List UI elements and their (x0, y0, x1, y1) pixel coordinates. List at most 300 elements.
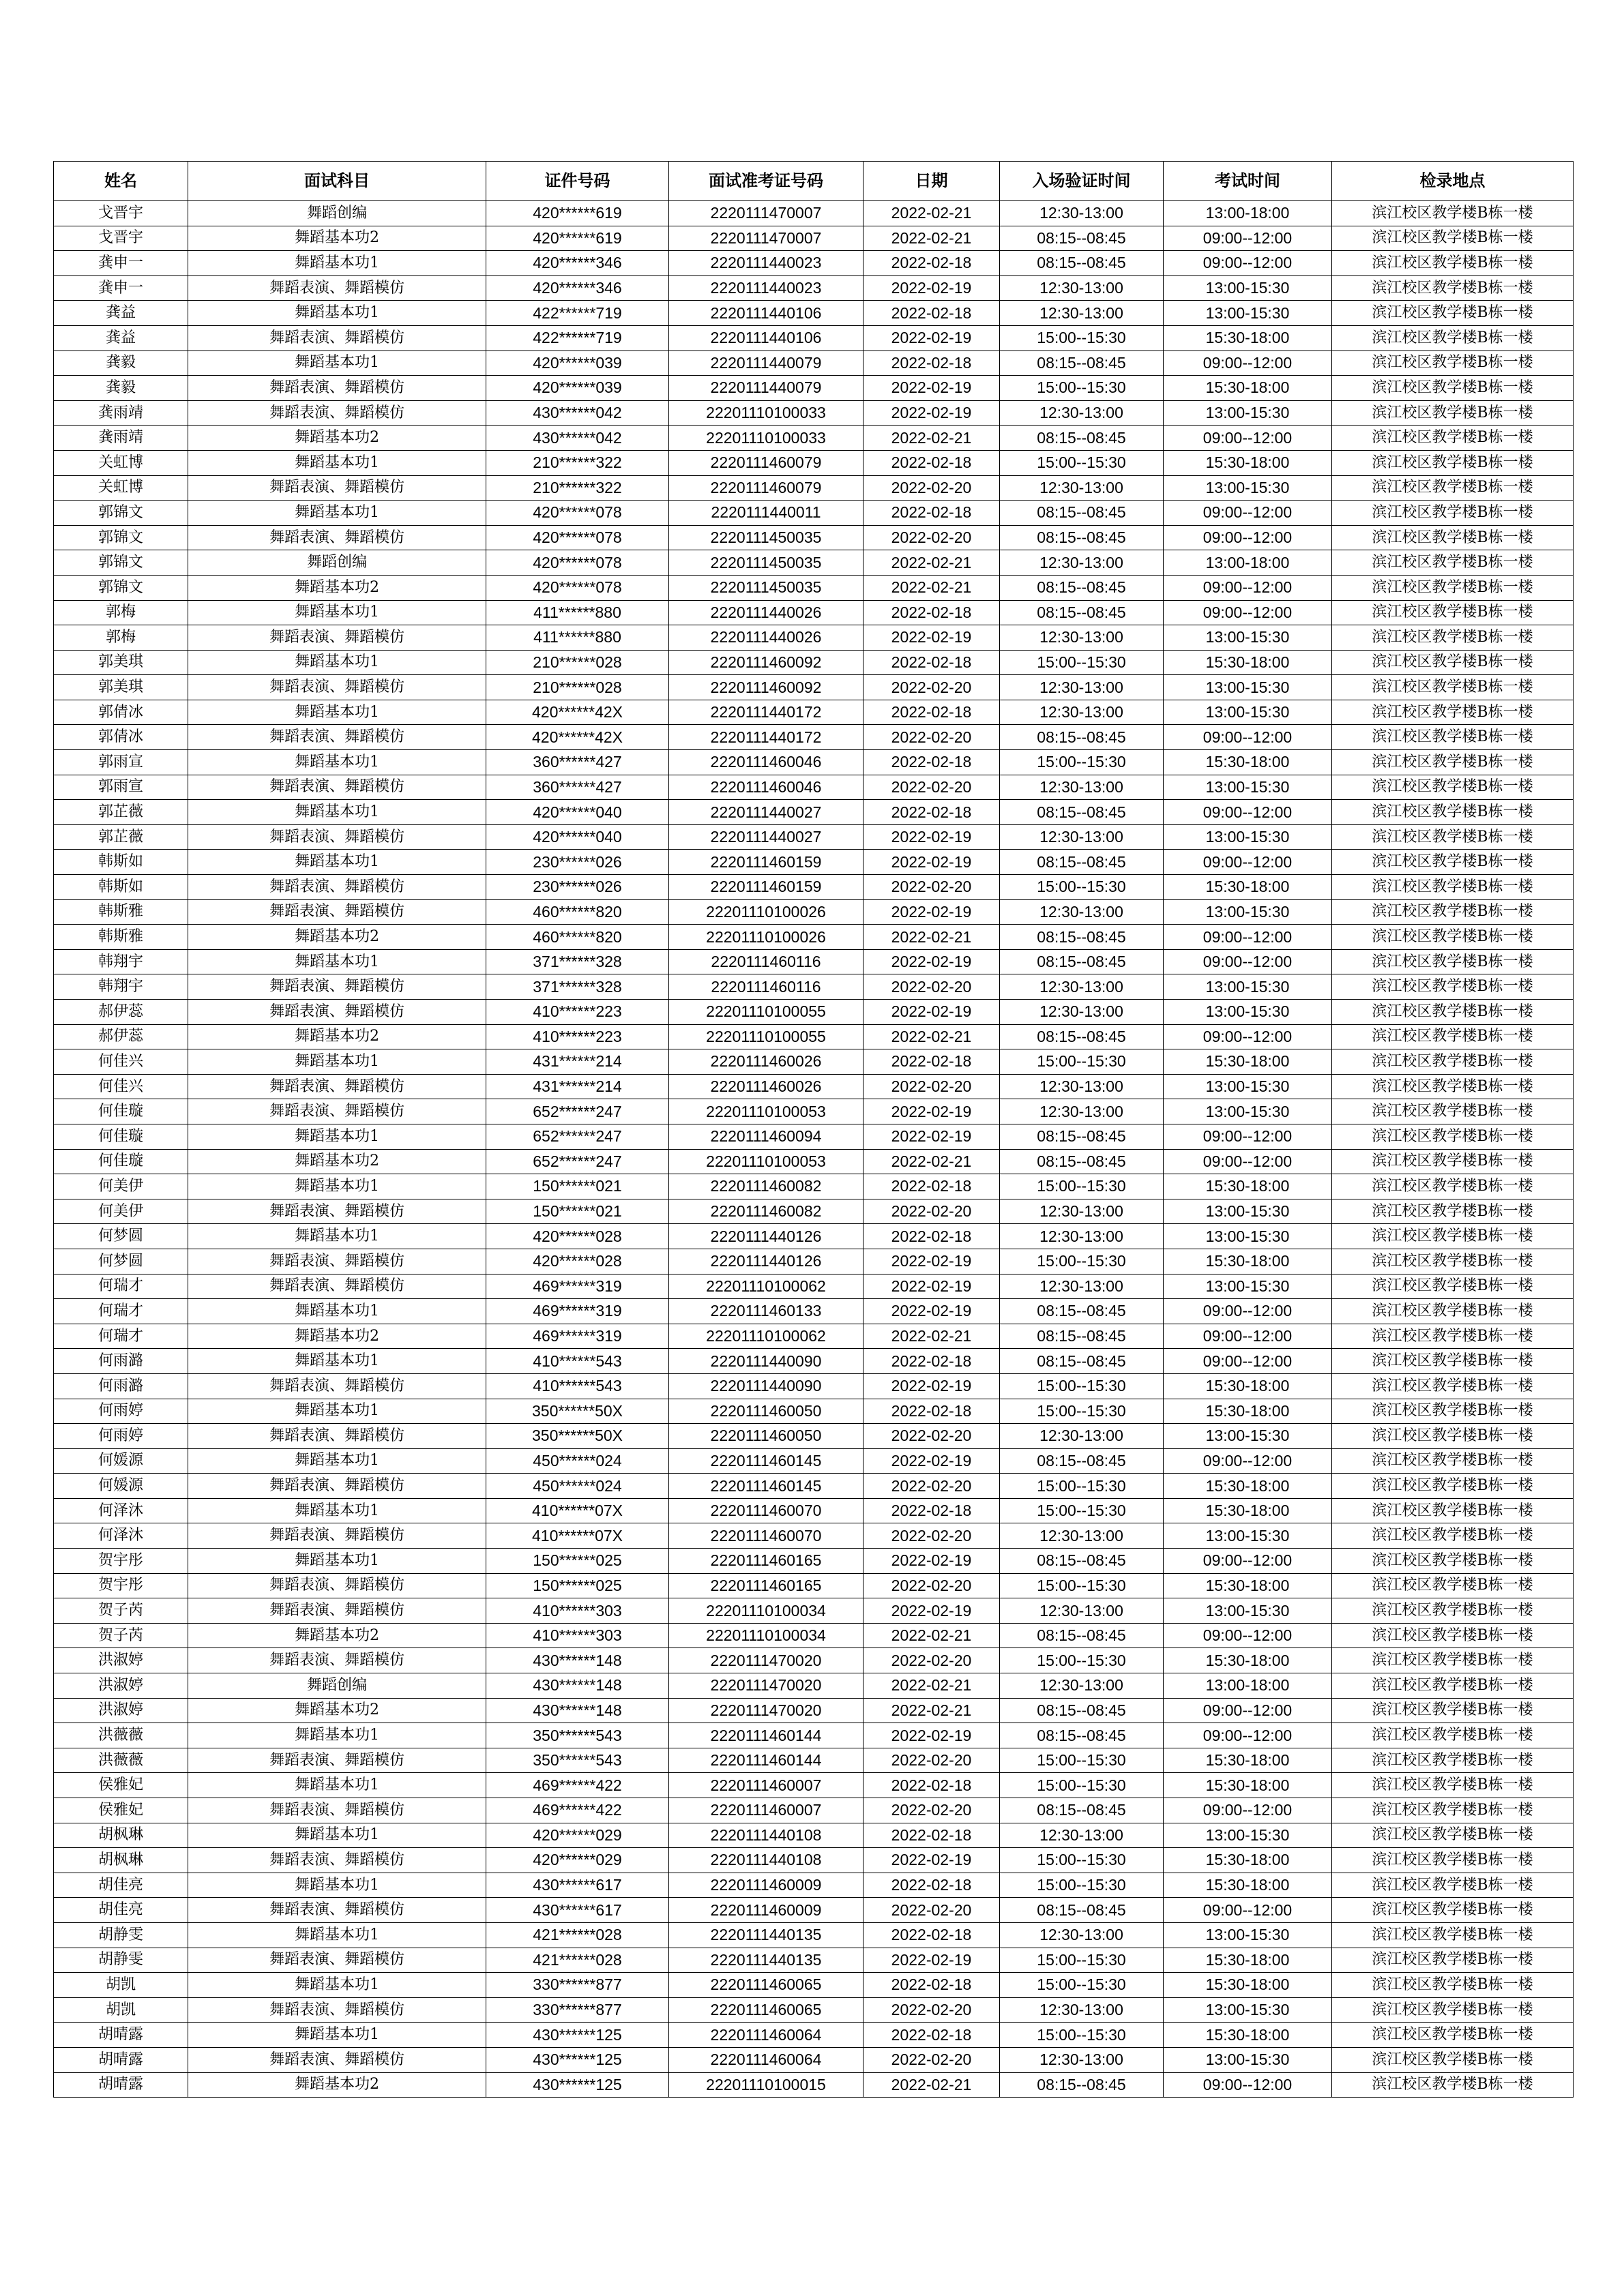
table-row (54, 1873, 1574, 1898)
table-row (54, 1798, 1574, 1823)
cell-id-number: 350******543 (486, 1748, 669, 1773)
cell-location: 滨江校区教学楼B栋一楼 (1332, 1848, 1574, 1873)
cell-id-number: 430******042 (486, 400, 669, 426)
table-row (54, 450, 1574, 475)
cell-name: 胡佳亮 (54, 1873, 188, 1898)
cell-id-number: 420******029 (486, 1848, 669, 1873)
cell-name: 郭锦文 (54, 550, 188, 576)
cell-id-number: 469******319 (486, 1274, 669, 1299)
cell-checkin-time: 15:00--15:30 (1000, 1948, 1164, 1973)
table-row (54, 1199, 1574, 1224)
cell-id-number: 450******024 (486, 1474, 669, 1499)
cell-location: 滨江校区教学楼B栋一楼 (1332, 1349, 1574, 1374)
cell-admission-number: 2220111440023 (669, 251, 863, 276)
cell-admission-number: 2220111460007 (669, 1798, 863, 1823)
cell-date: 2022-02-19 (863, 1099, 1000, 1124)
cell-subject: 舞蹈基本功1 (188, 1174, 486, 1199)
cell-subject: 舞蹈表演、舞蹈模仿 (188, 1997, 486, 2023)
cell-name: 龚益 (54, 325, 188, 351)
cell-id-number: 420******078 (486, 525, 669, 550)
cell-date: 2022-02-21 (863, 201, 1000, 226)
cell-id-number: 422******719 (486, 301, 669, 326)
cell-admission-number: 22201110100034 (669, 1623, 863, 1648)
cell-exam-time: 13:00-15:30 (1164, 1099, 1332, 1124)
cell-exam-time: 09:00--12:00 (1164, 1723, 1332, 1748)
cell-exam-time: 15:30-18:00 (1164, 650, 1332, 675)
cell-location: 滨江校区教学楼B栋一楼 (1332, 974, 1574, 1000)
cell-checkin-time: 12:30-13:00 (1000, 201, 1164, 226)
cell-admission-number: 22201110100033 (669, 400, 863, 426)
cell-id-number: 410******303 (486, 1623, 669, 1648)
cell-location: 滨江校区教学楼B栋一楼 (1332, 1673, 1574, 1699)
cell-name: 胡枫琳 (54, 1848, 188, 1873)
cell-date: 2022-02-18 (863, 450, 1000, 475)
cell-name: 韩斯雅 (54, 925, 188, 950)
cell-admission-number: 2220111460145 (669, 1474, 863, 1499)
cell-exam-time: 13:00-15:30 (1164, 2047, 1332, 2072)
cell-checkin-time: 15:00--15:30 (1000, 1399, 1164, 1424)
cell-subject: 舞蹈基本功1 (188, 1299, 486, 1324)
cell-admission-number: 2220111440023 (669, 275, 863, 301)
cell-location: 滨江校区教学楼B栋一楼 (1332, 550, 1574, 576)
cell-id-number: 421******028 (486, 1948, 669, 1973)
cell-exam-time: 15:30-18:00 (1164, 1049, 1332, 1075)
cell-location: 滨江校区教学楼B栋一楼 (1332, 1498, 1574, 1523)
cell-name: 洪淑婷 (54, 1698, 188, 1723)
cell-name: 韩斯如 (54, 875, 188, 900)
cell-location: 滨江校区教学楼B栋一楼 (1332, 1549, 1574, 1574)
cell-admission-number: 2220111440108 (669, 1848, 863, 1873)
cell-id-number: 431******214 (486, 1074, 669, 1099)
cell-exam-time: 15:30-18:00 (1164, 1174, 1332, 1199)
table-row (54, 1823, 1574, 1848)
cell-date: 2022-02-20 (863, 2047, 1000, 2072)
cell-admission-number: 22201110100026 (669, 925, 863, 950)
cell-id-number: 420******078 (486, 575, 669, 600)
cell-name: 郭倩冰 (54, 725, 188, 750)
cell-admission-number: 2220111460082 (669, 1199, 863, 1224)
header-checkin-time: 入场验证时间 (1000, 162, 1164, 201)
cell-id-number: 230******026 (486, 875, 669, 900)
cell-location: 滨江校区教学楼B栋一楼 (1332, 2047, 1574, 2072)
cell-subject: 舞蹈基本功1 (188, 1049, 486, 1075)
cell-date: 2022-02-18 (863, 351, 1000, 376)
cell-date: 2022-02-21 (863, 426, 1000, 451)
table-row (54, 275, 1574, 301)
cell-date: 2022-02-18 (863, 301, 1000, 326)
cell-admission-number: 2220111450035 (669, 550, 863, 576)
cell-location: 滨江校区教学楼B栋一楼 (1332, 400, 1574, 426)
cell-date: 2022-02-20 (863, 1424, 1000, 1449)
cell-id-number: 411******880 (486, 600, 669, 625)
cell-id-number: 421******028 (486, 1922, 669, 1948)
cell-admission-number: 2220111440026 (669, 625, 863, 651)
cell-subject: 舞蹈基本功1 (188, 1873, 486, 1898)
cell-date: 2022-02-18 (863, 501, 1000, 526)
cell-id-number: 420******619 (486, 201, 669, 226)
cell-date: 2022-02-19 (863, 1000, 1000, 1025)
cell-id-number: 460******820 (486, 925, 669, 950)
cell-admission-number: 2220111460046 (669, 750, 863, 775)
cell-location: 滨江校区教学楼B栋一楼 (1332, 700, 1574, 725)
cell-checkin-time: 08:15--08:45 (1000, 1149, 1164, 1174)
cell-admission-number: 2220111440126 (669, 1249, 863, 1274)
cell-location: 滨江校区教学楼B栋一楼 (1332, 1024, 1574, 1049)
cell-exam-time: 13:00-15:30 (1164, 275, 1332, 301)
cell-admission-number: 2220111460165 (669, 1549, 863, 1574)
cell-location: 滨江校区教学楼B栋一楼 (1332, 675, 1574, 700)
cell-date: 2022-02-18 (863, 1773, 1000, 1798)
cell-id-number: 420******028 (486, 1224, 669, 1249)
cell-name: 龚雨靖 (54, 400, 188, 426)
cell-subject: 舞蹈基本功1 (188, 1973, 486, 1998)
cell-id-number: 652******247 (486, 1124, 669, 1149)
cell-checkin-time: 12:30-13:00 (1000, 550, 1164, 576)
cell-checkin-time: 08:15--08:45 (1000, 1324, 1164, 1349)
table-row (54, 1174, 1574, 1199)
cell-name: 郝伊蕊 (54, 1024, 188, 1049)
cell-exam-time: 15:30-18:00 (1164, 325, 1332, 351)
cell-name: 龚雨靖 (54, 426, 188, 451)
cell-checkin-time: 08:15--08:45 (1000, 850, 1164, 875)
cell-name: 胡晴露 (54, 2023, 188, 2048)
cell-subject: 舞蹈基本功2 (188, 226, 486, 251)
cell-date: 2022-02-20 (863, 525, 1000, 550)
cell-location: 滨江校区教学楼B栋一楼 (1332, 1798, 1574, 1823)
cell-location: 滨江校区教学楼B栋一楼 (1332, 1324, 1574, 1349)
table-row (54, 475, 1574, 501)
cell-location: 滨江校区教学楼B栋一楼 (1332, 1299, 1574, 1324)
cell-date: 2022-02-18 (863, 750, 1000, 775)
cell-checkin-time: 12:30-13:00 (1000, 275, 1164, 301)
cell-checkin-time: 12:30-13:00 (1000, 475, 1164, 501)
table-row (54, 1748, 1574, 1773)
table-row (54, 1474, 1574, 1499)
cell-checkin-time: 15:00--15:30 (1000, 1373, 1164, 1399)
cell-id-number: 652******247 (486, 1149, 669, 1174)
cell-name: 何媛源 (54, 1474, 188, 1499)
cell-date: 2022-02-21 (863, 1324, 1000, 1349)
cell-date: 2022-02-20 (863, 1523, 1000, 1549)
cell-subject: 舞蹈基本功1 (188, 1349, 486, 1374)
table-row (54, 1448, 1574, 1474)
table-row (54, 301, 1574, 326)
cell-location: 滨江校区教学楼B栋一楼 (1332, 824, 1574, 850)
cell-name: 洪薇薇 (54, 1723, 188, 1748)
cell-location: 滨江校区教学楼B栋一楼 (1332, 450, 1574, 475)
cell-date: 2022-02-18 (863, 1349, 1000, 1374)
cell-id-number: 210******028 (486, 675, 669, 700)
cell-date: 2022-02-19 (863, 1448, 1000, 1474)
cell-exam-time: 13:00-15:30 (1164, 625, 1332, 651)
cell-date: 2022-02-20 (863, 1648, 1000, 1673)
cell-admission-number: 2220111450035 (669, 575, 863, 600)
table-row (54, 850, 1574, 875)
cell-admission-number: 22201110100033 (669, 426, 863, 451)
cell-id-number: 150******021 (486, 1174, 669, 1199)
cell-checkin-time: 12:30-13:00 (1000, 1997, 1164, 2023)
cell-admission-number: 2220111460092 (669, 675, 863, 700)
cell-id-number: 330******877 (486, 1997, 669, 2023)
cell-checkin-time: 15:00--15:30 (1000, 1973, 1164, 1998)
cell-exam-time: 13:00-15:30 (1164, 1000, 1332, 1025)
cell-admission-number: 2220111460079 (669, 475, 863, 501)
cell-name: 何梦圆 (54, 1224, 188, 1249)
cell-exam-time: 09:00--12:00 (1164, 525, 1332, 550)
table-row (54, 400, 1574, 426)
cell-subject: 舞蹈基本功1 (188, 1922, 486, 1948)
cell-name: 郭雨宣 (54, 750, 188, 775)
cell-date: 2022-02-21 (863, 1673, 1000, 1699)
cell-exam-time: 09:00--12:00 (1164, 800, 1332, 825)
table-row (54, 575, 1574, 600)
cell-id-number: 430******125 (486, 2047, 669, 2072)
cell-subject: 舞蹈基本功2 (188, 575, 486, 600)
cell-exam-time: 13:00-15:30 (1164, 1823, 1332, 1848)
table-row (54, 625, 1574, 651)
cell-checkin-time: 15:00--15:30 (1000, 650, 1164, 675)
cell-date: 2022-02-20 (863, 875, 1000, 900)
cell-location: 滨江校区教学楼B栋一楼 (1332, 475, 1574, 501)
table-row (54, 1848, 1574, 1873)
cell-date: 2022-02-19 (863, 1723, 1000, 1748)
header-location: 检录地点 (1332, 162, 1574, 201)
cell-date: 2022-02-18 (863, 1174, 1000, 1199)
cell-id-number: 420******028 (486, 1249, 669, 1274)
cell-date: 2022-02-18 (863, 2023, 1000, 2048)
cell-name: 何美伊 (54, 1174, 188, 1199)
cell-exam-time: 13:00-15:30 (1164, 974, 1332, 1000)
cell-id-number: 420******346 (486, 275, 669, 301)
cell-checkin-time: 12:30-13:00 (1000, 2047, 1164, 2072)
table-row (54, 1598, 1574, 1624)
cell-subject: 舞蹈基本功1 (188, 251, 486, 276)
cell-subject: 舞蹈基本功1 (188, 700, 486, 725)
cell-name: 何雨潞 (54, 1373, 188, 1399)
cell-location: 滨江校区教学楼B栋一楼 (1332, 1000, 1574, 1025)
cell-exam-time: 09:00--12:00 (1164, 251, 1332, 276)
cell-subject: 舞蹈表演、舞蹈模仿 (188, 1748, 486, 1773)
table-row (54, 351, 1574, 376)
table-row (54, 1424, 1574, 1449)
cell-name: 龚毅 (54, 351, 188, 376)
cell-admission-number: 2220111460159 (669, 875, 863, 900)
cell-name: 胡静雯 (54, 1948, 188, 1973)
cell-location: 滨江校区教学楼B栋一楼 (1332, 800, 1574, 825)
cell-subject: 舞蹈表演、舞蹈模仿 (188, 725, 486, 750)
cell-admission-number: 22201110100055 (669, 1000, 863, 1025)
cell-date: 2022-02-18 (863, 1823, 1000, 1848)
cell-id-number: 371******328 (486, 974, 669, 1000)
cell-checkin-time: 08:15--08:45 (1000, 426, 1164, 451)
cell-admission-number: 2220111460026 (669, 1074, 863, 1099)
cell-checkin-time: 08:15--08:45 (1000, 1299, 1164, 1324)
cell-admission-number: 2220111460009 (669, 1873, 863, 1898)
cell-date: 2022-02-18 (863, 1498, 1000, 1523)
table-row (54, 2023, 1574, 2048)
cell-checkin-time: 08:15--08:45 (1000, 351, 1164, 376)
cell-subject: 舞蹈表演、舞蹈模仿 (188, 1573, 486, 1598)
cell-name: 何佳璇 (54, 1099, 188, 1124)
cell-checkin-time: 15:00--15:30 (1000, 1773, 1164, 1798)
cell-name: 郭锦文 (54, 501, 188, 526)
cell-admission-number: 22201110100053 (669, 1099, 863, 1124)
cell-checkin-time: 12:30-13:00 (1000, 675, 1164, 700)
cell-location: 滨江校区教学楼B栋一楼 (1332, 1523, 1574, 1549)
cell-admission-number: 2220111440026 (669, 600, 863, 625)
cell-admission-number: 22201110100026 (669, 899, 863, 925)
cell-location: 滨江校区教学楼B栋一楼 (1332, 1249, 1574, 1274)
cell-subject: 舞蹈表演、舞蹈模仿 (188, 1099, 486, 1124)
cell-subject: 舞蹈基本功1 (188, 750, 486, 775)
cell-exam-time: 13:00-15:30 (1164, 899, 1332, 925)
cell-checkin-time: 15:00--15:30 (1000, 1249, 1164, 1274)
table-row (54, 1898, 1574, 1923)
cell-subject: 舞蹈表演、舞蹈模仿 (188, 1648, 486, 1673)
cell-exam-time: 13:00-15:30 (1164, 400, 1332, 426)
cell-id-number: 150******025 (486, 1573, 669, 1598)
cell-subject: 舞蹈基本功1 (188, 1448, 486, 1474)
cell-admission-number: 2220111440027 (669, 800, 863, 825)
table-row (54, 725, 1574, 750)
cell-admission-number: 22201110100062 (669, 1324, 863, 1349)
cell-name: 戈晋宇 (54, 201, 188, 226)
table-body (54, 201, 1574, 2098)
cell-name: 何瑞才 (54, 1324, 188, 1349)
cell-exam-time: 09:00--12:00 (1164, 501, 1332, 526)
cell-admission-number: 2220111460070 (669, 1498, 863, 1523)
cell-id-number: 420******039 (486, 351, 669, 376)
cell-date: 2022-02-18 (863, 251, 1000, 276)
cell-location: 滨江校区教学楼B栋一楼 (1332, 1997, 1574, 2023)
cell-id-number: 420******078 (486, 501, 669, 526)
table-row (54, 550, 1574, 576)
cell-subject: 舞蹈基本功1 (188, 1773, 486, 1798)
table-row (54, 925, 1574, 950)
cell-name: 洪淑婷 (54, 1673, 188, 1699)
cell-name: 郭倩冰 (54, 700, 188, 725)
cell-subject: 舞蹈基本功1 (188, 301, 486, 326)
cell-id-number: 430******148 (486, 1673, 669, 1699)
cell-date: 2022-02-20 (863, 475, 1000, 501)
cell-name: 何雨潞 (54, 1349, 188, 1374)
cell-admission-number: 22201110100053 (669, 1149, 863, 1174)
cell-id-number: 410******07X (486, 1523, 669, 1549)
cell-id-number: 431******214 (486, 1049, 669, 1075)
cell-date: 2022-02-18 (863, 1922, 1000, 1948)
cell-subject: 舞蹈基本功2 (188, 1698, 486, 1723)
cell-date: 2022-02-19 (863, 376, 1000, 401)
cell-date: 2022-02-19 (863, 1549, 1000, 1574)
cell-exam-time: 15:30-18:00 (1164, 1773, 1332, 1798)
cell-location: 滨江校区教学楼B栋一楼 (1332, 750, 1574, 775)
cell-checkin-time: 12:30-13:00 (1000, 899, 1164, 925)
cell-location: 滨江校区教学楼B栋一楼 (1332, 1748, 1574, 1773)
cell-checkin-time: 08:15--08:45 (1000, 525, 1164, 550)
cell-id-number: 410******543 (486, 1349, 669, 1374)
cell-date: 2022-02-21 (863, 550, 1000, 576)
cell-checkin-time: 12:30-13:00 (1000, 1598, 1164, 1624)
cell-id-number: 460******820 (486, 899, 669, 925)
cell-checkin-time: 12:30-13:00 (1000, 1099, 1164, 1124)
cell-subject: 舞蹈表演、舞蹈模仿 (188, 1074, 486, 1099)
table-row (54, 800, 1574, 825)
cell-checkin-time: 08:15--08:45 (1000, 925, 1164, 950)
cell-admission-number: 22201110100062 (669, 1274, 863, 1299)
cell-exam-time: 13:00-15:30 (1164, 1074, 1332, 1099)
cell-id-number: 430******148 (486, 1698, 669, 1723)
cell-location: 滨江校区教学楼B栋一楼 (1332, 1474, 1574, 1499)
cell-checkin-time: 08:15--08:45 (1000, 1723, 1164, 1748)
table-row (54, 1648, 1574, 1673)
cell-checkin-time: 15:00--15:30 (1000, 875, 1164, 900)
cell-id-number: 420******619 (486, 226, 669, 251)
cell-location: 滨江校区教学楼B栋一楼 (1332, 1948, 1574, 1973)
cell-location: 滨江校区教学楼B栋一楼 (1332, 426, 1574, 451)
cell-checkin-time: 08:15--08:45 (1000, 1448, 1164, 1474)
cell-name: 何瑞才 (54, 1274, 188, 1299)
cell-subject: 舞蹈表演、舞蹈模仿 (188, 275, 486, 301)
cell-name: 关虹博 (54, 475, 188, 501)
cell-date: 2022-02-20 (863, 974, 1000, 1000)
cell-name: 韩斯雅 (54, 899, 188, 925)
cell-location: 滨江校区教学楼B栋一楼 (1332, 226, 1574, 251)
cell-checkin-time: 15:00--15:30 (1000, 1174, 1164, 1199)
cell-exam-time: 09:00--12:00 (1164, 226, 1332, 251)
table-row (54, 1399, 1574, 1424)
cell-subject: 舞蹈表演、舞蹈模仿 (188, 875, 486, 900)
cell-location: 滨江校区教学楼B栋一楼 (1332, 325, 1574, 351)
table-row (54, 426, 1574, 451)
cell-exam-time: 09:00--12:00 (1164, 600, 1332, 625)
cell-checkin-time: 08:15--08:45 (1000, 1549, 1164, 1574)
cell-id-number: 210******322 (486, 450, 669, 475)
cell-subject: 舞蹈表演、舞蹈模仿 (188, 974, 486, 1000)
cell-subject: 舞蹈表演、舞蹈模仿 (188, 1249, 486, 1274)
cell-id-number: 410******223 (486, 1000, 669, 1025)
cell-subject: 舞蹈表演、舞蹈模仿 (188, 1798, 486, 1823)
table-row (54, 1948, 1574, 1973)
cell-exam-time: 09:00--12:00 (1164, 426, 1332, 451)
table-row (54, 1000, 1574, 1025)
cell-admission-number: 2220111460165 (669, 1573, 863, 1598)
cell-date: 2022-02-18 (863, 1224, 1000, 1249)
cell-exam-time: 13:00-15:30 (1164, 1598, 1332, 1624)
cell-date: 2022-02-19 (863, 1299, 1000, 1324)
table-row (54, 1249, 1574, 1274)
cell-location: 滨江校区教学楼B栋一楼 (1332, 1099, 1574, 1124)
cell-checkin-time: 08:15--08:45 (1000, 1349, 1164, 1374)
cell-admission-number: 2220111440106 (669, 325, 863, 351)
cell-location: 滨江校区教学楼B栋一楼 (1332, 301, 1574, 326)
table-row (54, 1299, 1574, 1324)
cell-admission-number: 2220111440090 (669, 1373, 863, 1399)
cell-location: 滨江校区教学楼B栋一楼 (1332, 1898, 1574, 1923)
cell-checkin-time: 12:30-13:00 (1000, 1074, 1164, 1099)
cell-id-number: 652******247 (486, 1099, 669, 1124)
table-row (54, 899, 1574, 925)
cell-admission-number: 2220111460079 (669, 450, 863, 475)
cell-checkin-time: 08:15--08:45 (1000, 226, 1164, 251)
header-row (54, 162, 1574, 201)
cell-exam-time: 15:30-18:00 (1164, 1648, 1332, 1673)
table-row (54, 775, 1574, 800)
cell-admission-number: 2220111460046 (669, 775, 863, 800)
cell-subject: 舞蹈基本功1 (188, 800, 486, 825)
cell-id-number: 350******50X (486, 1399, 669, 1424)
cell-checkin-time: 08:15--08:45 (1000, 1024, 1164, 1049)
cell-admission-number: 2220111460050 (669, 1399, 863, 1424)
